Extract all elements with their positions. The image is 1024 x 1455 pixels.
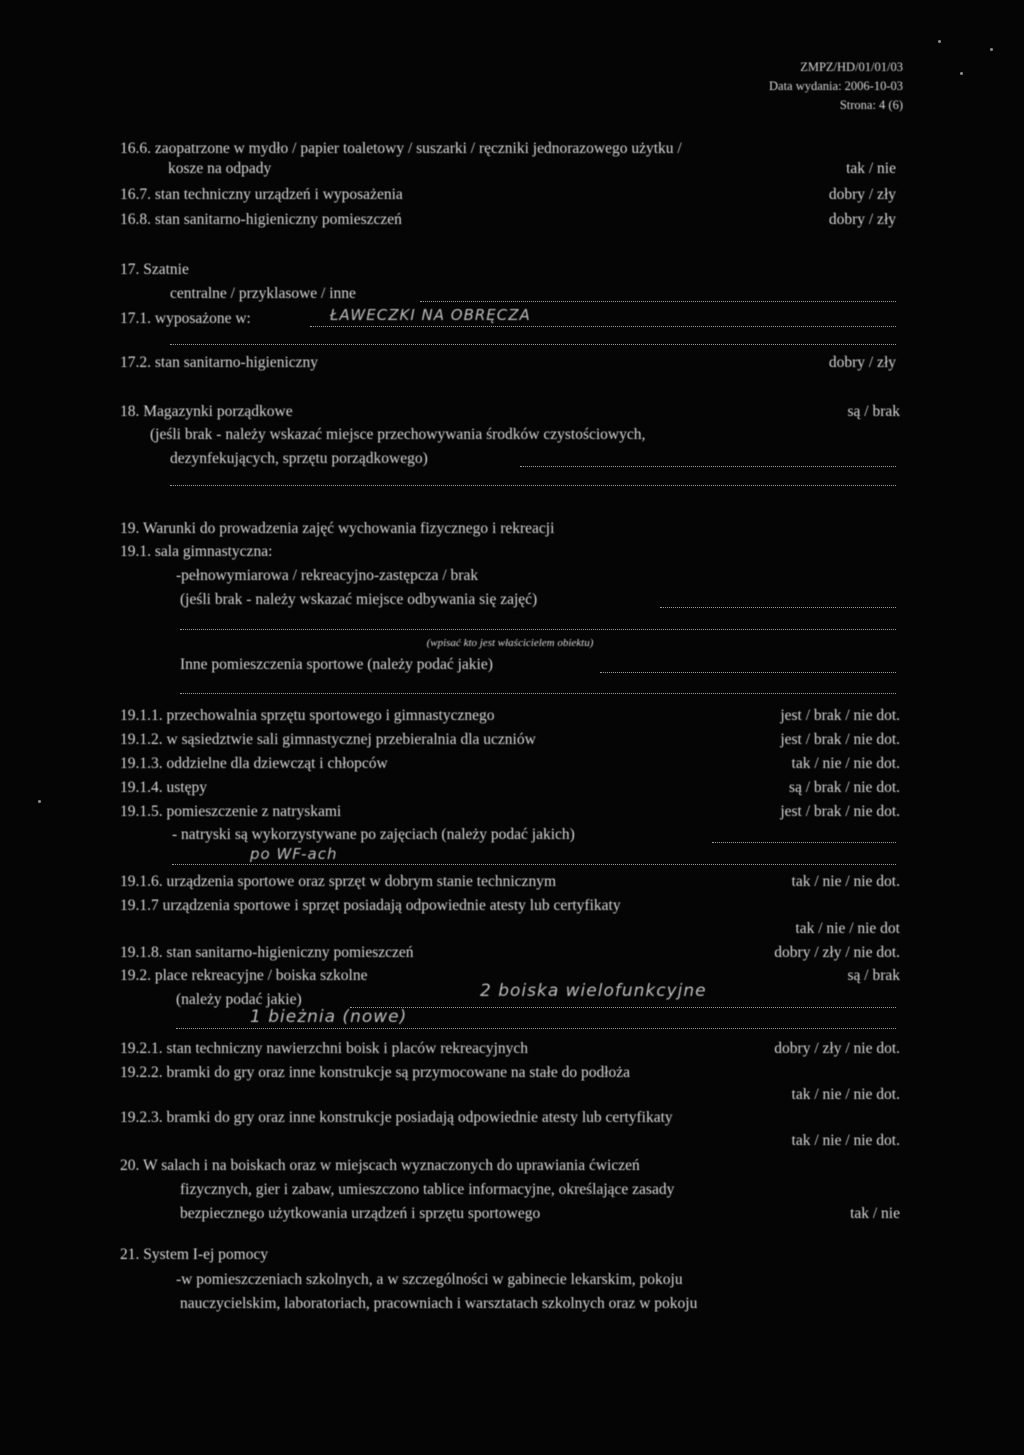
- dotted-line: [170, 484, 896, 486]
- item-17-types: centralne / przyklasowe / inne: [170, 285, 356, 302]
- item-17-1: 17.1. wyposażone w:: [120, 310, 251, 327]
- section-18-title: 18. Magazynki porządkowe: [120, 403, 293, 420]
- item-19-1-7-answer: tak / nie / nie dot: [795, 920, 900, 937]
- issue-date: Data wydania: 2006-10-03: [769, 79, 903, 93]
- item-19-2-2-answer: tak / nie / nie dot.: [791, 1086, 900, 1103]
- item-19-1-note: (jeśli brak - należy wskazać miejsce odbywania się zajęć): [180, 591, 538, 608]
- owner-note: (wpisać kto jest właścicielem obiektu): [426, 637, 594, 649]
- section-20-cont-1: fizycznych, gier i zabaw, umieszczono tablice informacyjne, określające zasady: [180, 1181, 675, 1198]
- document-id: ZMPZ/HD/01/01/03: [800, 60, 903, 74]
- dotted-line: [660, 606, 896, 608]
- item-19-1-1-answer: jest / brak / nie dot.: [780, 707, 900, 724]
- item-19-1-7: 19.1.7 urządzenia sportowe i sprzęt posiadają odpowiednie atesty lub certyfikaty: [120, 897, 621, 914]
- item-17-2: 17.2. stan sanitarno-higieniczny: [120, 354, 319, 371]
- handwritten-answer: 2 boiska wielofunkcyjne: [480, 981, 707, 1001]
- item-16-7: 16.7. stan techniczny urządzeń i wyposażenia: [120, 186, 403, 203]
- dotted-line: [310, 325, 896, 327]
- section-19-title: 19. Warunki do prowadzenia zajęć wychowania fizycznego i rekreacji: [120, 520, 555, 537]
- item-16-6-cont: kosze na odpady: [168, 160, 272, 177]
- dotted-line: [350, 1006, 896, 1008]
- scan-speck: [960, 72, 963, 75]
- item-19-2-answer: są / brak: [847, 967, 900, 984]
- scan-speck: [990, 48, 993, 51]
- section-21-cont-2: nauczycielskim, laboratoriach, pracowniach i warsztatach szkolnych oraz w pokoju: [180, 1295, 698, 1312]
- scan-speck: [938, 40, 941, 43]
- item-19-1: 19.1. sala gimnastyczna:: [120, 543, 273, 560]
- item-19-2-note: (należy podać jakie): [176, 991, 302, 1008]
- section-20-title: 20. W salach i na boiskach oraz w miejscach wyznaczonych do uprawiania ćwiczeń: [120, 1157, 640, 1174]
- item-19-1-1: 19.1.1. przechowalnia sprzętu sportowego i gimnastycznego: [120, 707, 495, 724]
- item-16-8-answer: dobry / zły: [828, 211, 896, 228]
- item-19-1-2-answer: jest / brak / nie dot.: [780, 731, 900, 748]
- item-19-1-other: Inne pomieszczenia sportowe (należy podać jakie): [180, 656, 493, 673]
- dotted-line: [600, 671, 896, 673]
- section-20-answer: tak / nie: [850, 1205, 900, 1222]
- item-19-1-8-answer: dobry / zły / nie dot.: [774, 944, 900, 961]
- dotted-line: [170, 343, 896, 345]
- item-18-answer: są / brak: [847, 403, 900, 420]
- handwritten-answer: po WF-ach: [250, 845, 338, 863]
- section-17-title: 17. Szatnie: [120, 261, 189, 278]
- item-19-1-5-answer: jest / brak / nie dot.: [780, 803, 900, 820]
- section-20-cont-2: bezpiecznego użytkowania urządzeń i sprzętu sportowego: [180, 1205, 541, 1222]
- dotted-line: [176, 1027, 896, 1029]
- item-19-1-types: -pełnowymiarowa / rekreacyjno-zastępcza / brak: [176, 567, 479, 584]
- item-19-1-6: 19.1.6. urządzenia sportowe oraz sprzęt w dobrym stanie technicznym: [120, 873, 556, 890]
- section-21-cont-1: -w pomieszczeniach szkolnych, a w szczególności w gabinecie lekarskim, pokoju: [176, 1271, 683, 1288]
- handwritten-answer: ŁAWECZKI NA OBRĘCZA: [330, 306, 531, 324]
- item-19-2-3: 19.2.3. bramki do gry oraz inne konstrukcje posiadają odpowiednie atesty lub certyfikaty: [120, 1109, 673, 1126]
- item-19-1-4: 19.1.4. ustępy: [120, 779, 207, 796]
- item-19-2-1-answer: dobry / zły / nie dot.: [774, 1040, 900, 1057]
- section-21-title: 21. System I-ej pomocy: [120, 1246, 269, 1263]
- item-19-1-5-note: - natryski są wykorzystywane po zajęciach (należy podać jakich): [172, 826, 575, 843]
- item-19-2: 19.2. place rekreacyjne / boiska szkolne: [120, 967, 368, 984]
- item-16-6: 16.6. zaopatrzone w mydło / papier toaletowy / suszarki / ręczniki jednorazowego użytku /: [120, 140, 682, 157]
- handwritten-answer: 1 bieżnia (nowe): [250, 1007, 408, 1027]
- item-16-8: 16.8. stan sanitarno-higieniczny pomieszczeń: [120, 211, 402, 228]
- item-17-2-answer: dobry / zły: [828, 354, 896, 371]
- item-19-1-3: 19.1.3. oddzielne dla dziewcząt i chłopców: [120, 755, 388, 772]
- item-19-1-4-answer: są / brak / nie dot.: [788, 779, 900, 796]
- item-19-1-6-answer: tak / nie / nie dot.: [791, 873, 900, 890]
- item-19-1-5: 19.1.5. pomieszczenie z natryskami: [120, 803, 342, 820]
- scan-speck: [38, 800, 41, 803]
- item-16-6-answer: tak / nie: [846, 160, 896, 177]
- item-19-1-8: 19.1.8. stan sanitarno-higieniczny pomieszczeń: [120, 944, 414, 961]
- dotted-line: [180, 628, 896, 630]
- item-16-7-answer: dobry / zły: [828, 186, 896, 203]
- dotted-line: [420, 300, 896, 302]
- item-19-1-3-answer: tak / nie / nie dot.: [791, 755, 900, 772]
- item-19-1-2: 19.1.2. w sąsiedztwie sali gimnastycznej przebieralnia dla uczniów: [120, 731, 536, 748]
- dotted-line: [712, 841, 896, 843]
- item-19-2-1: 19.2.1. stan techniczny nawierzchni boisk i placów rekreacyjnych: [120, 1040, 529, 1057]
- item-19-2-3-answer: tak / nie / nie dot.: [791, 1132, 900, 1149]
- dotted-line: [180, 692, 896, 694]
- item-19-2-2: 19.2.2. bramki do gry oraz inne konstrukcje są przymocowane na stałe do podłoża: [120, 1064, 631, 1081]
- item-18-note: (jeśli brak - należy wskazać miejsce przechowywania środków czystościowych,: [150, 426, 646, 443]
- page-number: Strona: 4 (6): [839, 98, 903, 112]
- dotted-line: [172, 863, 896, 865]
- dotted-line: [520, 465, 896, 467]
- item-18-note-cont: dezynfekujących, sprzętu porządkowego): [170, 450, 428, 467]
